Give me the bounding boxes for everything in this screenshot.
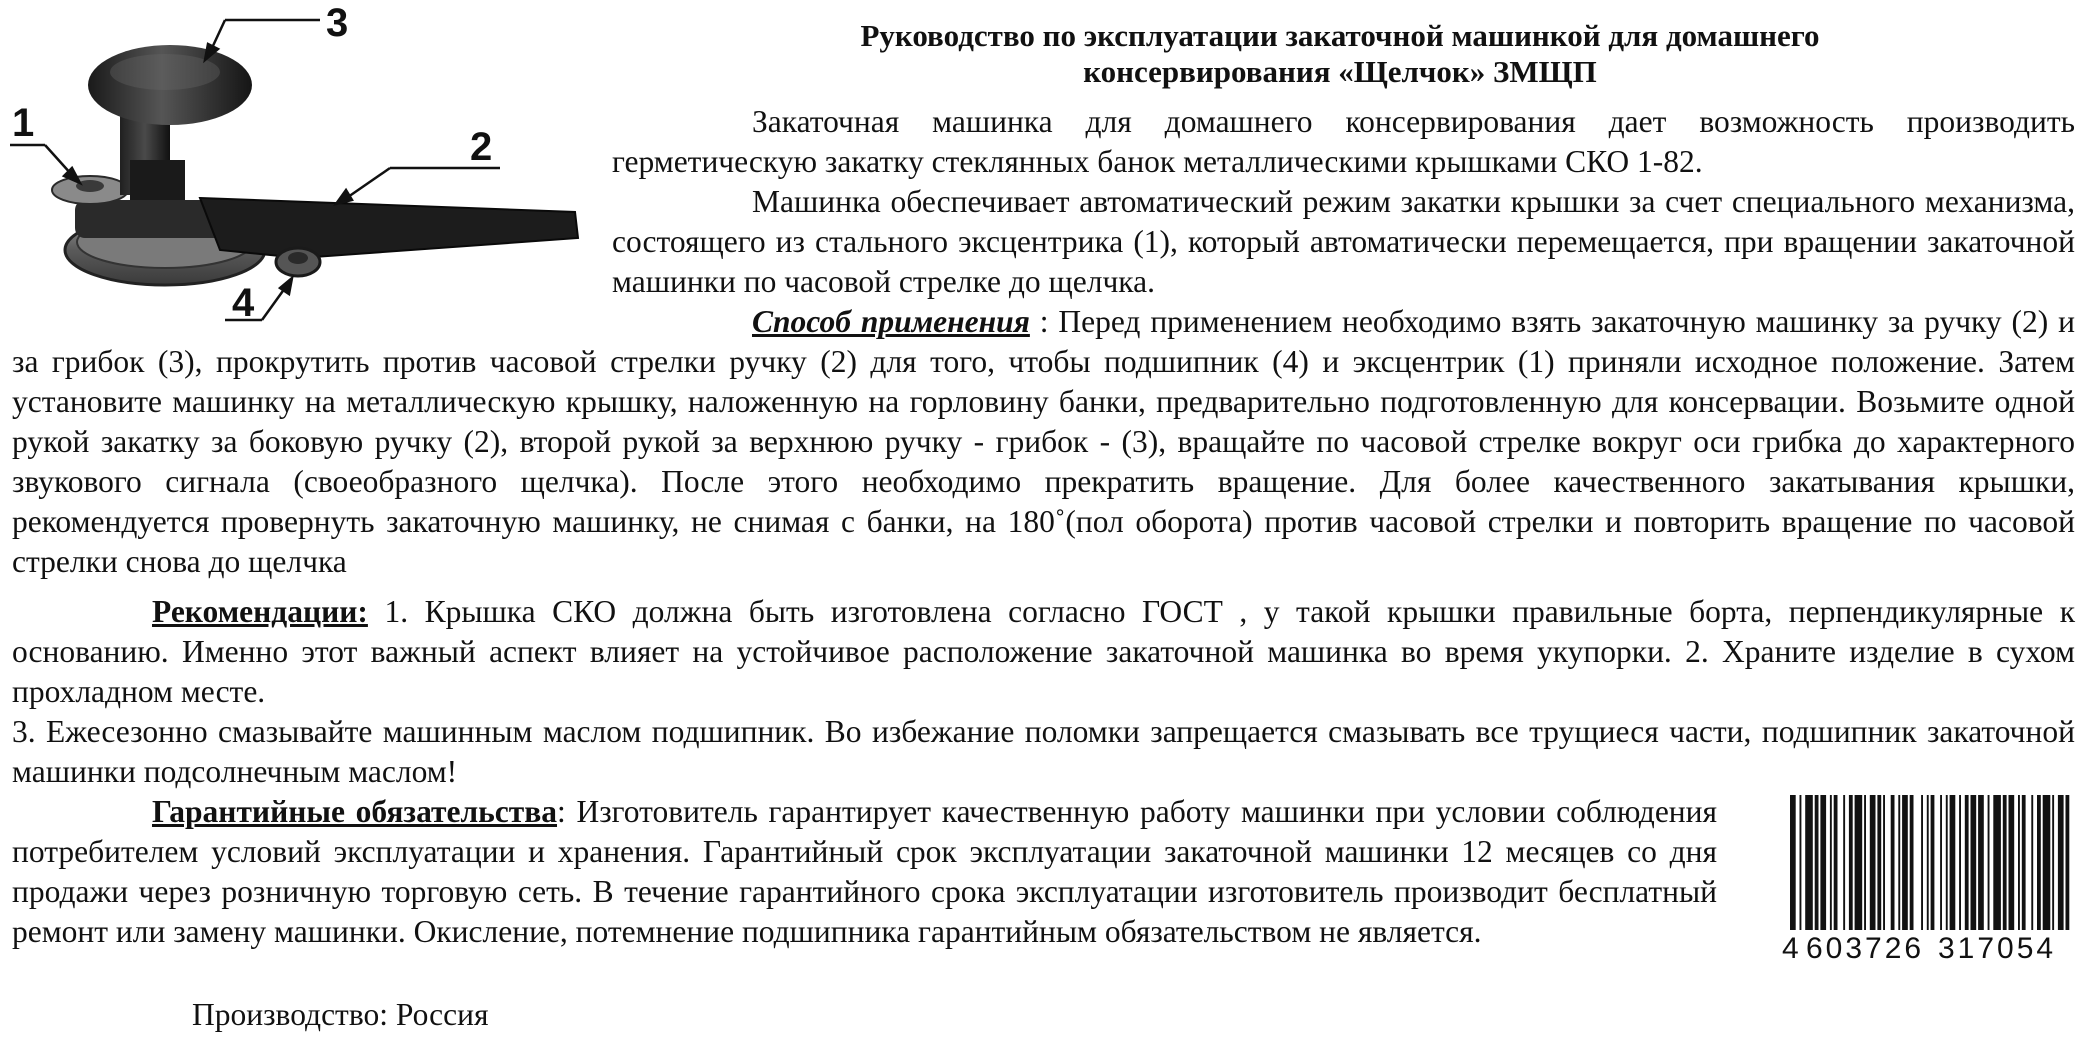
warranty-text: : Изготовитель гарантирует качественную работу машинки при условии соблюдения потребителем условий эксплуатации и хранения. Гарантийный срок эксплуатации закаточной машинки 12 месяцев со дня продажи через розничную торговую сеть. В течение гарантийного срока эксплуатации изготовитель производит бесплатный ремонт или замену машинки. Окисление, потемнение подшипника гарантийным обязательством не является. [12, 794, 1718, 949]
recommendations-heading: Рекомендации: [152, 594, 368, 629]
barcode-bar [1864, 795, 1866, 950]
intro-paragraph-2: Машинка обеспечивает автоматический режим закатки крышки за счет специального механизма, состоящего из стального эксцентрика (1), который автоматически перемещается, при вращении закаточной машинки по часовой стрелке до щелчка. [612, 184, 2075, 299]
barcode-bar [2003, 795, 2007, 950]
barcode-bar [1834, 795, 1838, 950]
barcode-bar [2022, 795, 2026, 950]
barcode-bar [1927, 795, 1929, 950]
barcode-bar [1910, 795, 1914, 950]
barcode-bar [2058, 795, 2064, 950]
barcode-right-digits: 317054 [1938, 932, 2057, 965]
barcode-bar [1959, 795, 1961, 950]
origin-line: Производство: Россия [192, 997, 489, 1032]
barcode-bar [1921, 795, 1923, 950]
barcode-bar [1988, 795, 1990, 950]
usage-section [12, 302, 2075, 582]
document-title [605, 18, 2075, 90]
callout-3-label: 3 [326, 1, 349, 45]
barcode-bar [2037, 795, 2041, 950]
barcode [1780, 790, 2075, 970]
barcode-bar [1931, 795, 1935, 950]
warranty-heading: Гарантийные обязательства [152, 794, 558, 829]
barcode-bar [2066, 795, 2070, 950]
barcode-bar [1940, 795, 1942, 950]
barcode-bar [1993, 795, 2001, 950]
barcode-bar [1971, 795, 1977, 950]
barcode-bar [2031, 795, 2033, 950]
barcode-left-digits: 603726 [1806, 932, 1925, 965]
barcode-bar [1870, 795, 1876, 950]
barcode-bars [1790, 795, 2069, 950]
barcode-bar [1849, 795, 1853, 950]
barcode-bar [1815, 795, 1819, 950]
barcode-bar [1843, 795, 1845, 950]
barcode-bar [1950, 795, 1956, 950]
intro-paragraph-1: Закаточная машинка для домашнего консервирования дает возможность производить герметическую закатку стеклянных банок металлическими крышками СКО 1-82. [612, 104, 2075, 179]
barcode-bar [1946, 795, 1948, 950]
recommendations-paragraph [12, 592, 2075, 712]
intro-section [612, 102, 2075, 302]
barcode-bar [1800, 795, 1802, 950]
usage-paragraph [12, 302, 2075, 582]
barcode-bar [2043, 795, 2051, 950]
barcode-bar [1891, 795, 1895, 950]
usage-heading: Способ применения [752, 304, 1030, 339]
barcode-bar [1877, 795, 1881, 950]
recommendations-section [12, 592, 2075, 792]
title-line-1: Руководство по эксплуатации закаточной машинкой для домашнего [860, 18, 1820, 53]
warranty-section [12, 792, 1717, 952]
title-line-2: консервирования «Щелчок» ЗМЩП [1083, 54, 1597, 89]
barcode-bar [2052, 795, 2054, 950]
recommendations-text: 1. Крышка СКО должна быть изготовлена согласно ГОСТ , у такой крышки правильные борта, перпендикулярные к основанию. Именно этот важный аспект влияет на устойчивое расположение закаточной машинка во время укупорки. 2. Храните изделие в сухом прохладном месте. [12, 594, 2075, 709]
barcode-bar [1902, 795, 1908, 950]
barcode-bar [1790, 795, 1796, 950]
barcode-bar [1978, 795, 1984, 950]
barcode-bar [1830, 795, 1832, 950]
barcode-bar [1820, 795, 1826, 950]
barcode-bar [1805, 795, 1813, 950]
callout-2-label: 2 [470, 125, 493, 169]
barcode-bar [1898, 795, 1900, 950]
callout-1-label: 1 [12, 101, 35, 145]
barcode-bar [2009, 795, 2015, 950]
product-figure [0, 0, 590, 335]
barcode-bar [2018, 795, 2020, 950]
warranty-paragraph [12, 792, 1717, 952]
callout-4-label: 4 [232, 281, 255, 325]
seaming-machine-photo [52, 45, 578, 285]
barcode-bar [1883, 795, 1885, 950]
barcode-bar [1965, 795, 1969, 950]
barcode-first-digit: 4 [1782, 932, 1802, 965]
recommendations-paragraph-2: 3. Ежесезонно смазывайте машинным маслом подшипник. Во избежание поломки запрещается смазывать все трущиеся части, подшипник закаточной машинки подсолнечным маслом! [12, 714, 2075, 789]
barcode-bar [1855, 795, 1863, 950]
usage-text: : Перед применением необходимо взять закаточную машинку за ручку (2) и за грибок (3), прокрутить против часовой стрелки ручку (2) для того, чтобы подшипник (4) и эксцентрик (1) приняли исходное положение. Затем установите машинку на металлическую крышку, наложенную на горловину банки, предварительно подготовленную для консервации. Возьмите одной рукой закатку за боковую ручку (2), второй рукой за верхнюю ручку - грибок - (3), вращайте по часовой стрелке вокруг оси грибка до характерного звукового сигнала (своеобразного щелчка). После этого необходимо прекратить вращение. Для более качественного закатывания крышки, рекомендуется провернуть закаточную машинку, не снимая с банки, на 180˚(пол оборота) против часовой стрелки и повторить вращение по часовой стрелки снова до щелчка [12, 304, 2075, 579]
